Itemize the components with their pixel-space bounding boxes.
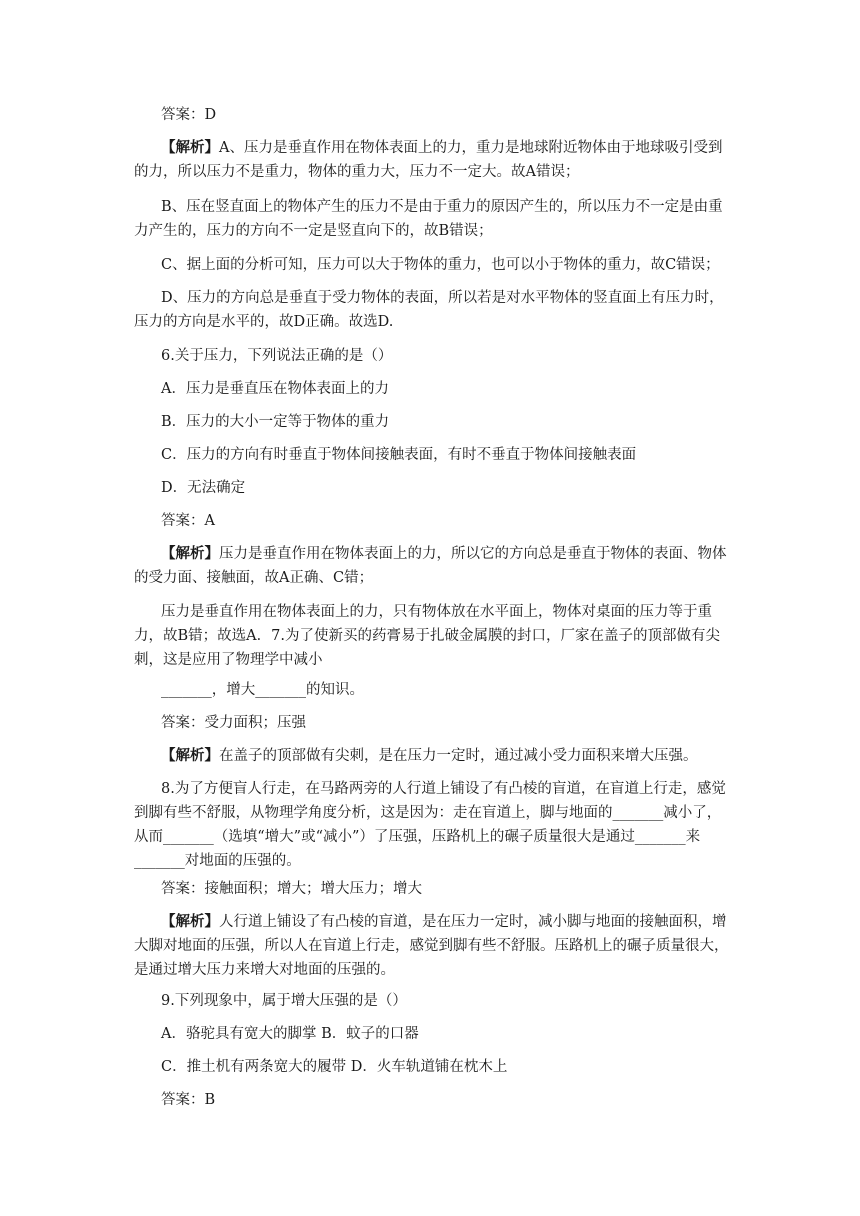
q6-analysis — [134, 542, 734, 590]
q8-analysis — [134, 910, 734, 982]
q7-answer: 答案：受力面积；压强 — [161, 715, 306, 731]
question-6: 6.关于压力，下列说法正确的是（） — [161, 348, 393, 364]
analysis-label: 【解析】 — [161, 913, 219, 930]
q6-option-c: C．压力的方向有时垂直于物体间接触表面，有时不垂直于物体间接触表面 — [161, 447, 637, 463]
question-8: 8.为了方便盲人行走，在马路两旁的人行道上铺设了有凸棱的盲道，在盲道上行走，感觉到脚有些不舒服，从物理学角度分析，这是因为：走在盲道上，脚与地面的_______减小了，从而_______（选填“增大”或“减小”）了压强，压路机上的碾子质量很大是通过_______来_______对地面的压强的。 — [134, 781, 726, 869]
analysis-label: 【解析】 — [161, 545, 219, 562]
q9-options-ab: A．骆驼具有宽大的脚掌 B．蚊子的口器 — [161, 1026, 419, 1042]
q6-analysis-2-and-question-7: 压力是垂直作用在物体表面上的力，只有物体放在水平面上，物体对桌面的压力等于重力，故B错；故选A．7.为了使新买的药膏易于扎破金属膜的封口，厂家在盖子的顶部做有尖刺，这是应用了物理学中减小 — [134, 604, 720, 668]
analysis-paragraph — [134, 136, 734, 184]
q7-blanks: _______，增大_______的知识。 — [161, 682, 364, 698]
q8-answer: 答案：接触面积；增大；增大压力；增大 — [161, 881, 422, 897]
q9-answer: 答案：B — [161, 1092, 216, 1108]
q6-answer: 答案：A — [161, 513, 215, 529]
option-d-analysis: D、压力的方向总是垂直于受力物体的表面，所以若是对水平物体的竖直面上有压力时，压力的方向是水平的，故D正确。故选D. — [134, 290, 724, 330]
q7-analysis — [134, 744, 734, 768]
q6-option-b: B．压力的大小一定等于物体的重力 — [161, 414, 390, 430]
analysis-text: 压力是垂直作用在物体表面上的力，所以它的方向总是垂直于物体的表面、物体的受力面、接触面，故A正确、C错； — [134, 546, 727, 586]
analysis-label: 【解析】 — [161, 139, 219, 156]
option-c-analysis: C、据上面的分析可知，压力可以大于物体的重力，也可以小于物体的重力，故C错误； — [161, 257, 720, 273]
analysis-text: 人行道上铺设了有凸棱的盲道，是在压力一定时，减小脚与地面的接触面积，增大脚对地面的压强，所以人在盲道上行走，感觉到脚有些不舒服。压路机上的碾子质量很大，是通过增大压力来增大对地面的压强的。 — [134, 914, 729, 978]
q9-options-cd: C．推土机有两条宽大的履带 D．火车轨道铺在枕木上 — [161, 1059, 508, 1075]
analysis-text: 在盖子的顶部做有尖刺，是在压力一定时，通过减小受力面积来增大压强。 — [219, 748, 698, 764]
q6-option-a: A．压力是垂直压在物体表面上的力 — [161, 381, 389, 397]
q6-option-d: D．无法确定 — [161, 480, 246, 496]
answer-line: 答案：D — [161, 107, 217, 123]
question-9: 9.下列现象中，属于增大压强的是（） — [161, 993, 407, 1009]
analysis-label: 【解析】 — [161, 747, 219, 764]
analysis-text: A、压力是垂直作用在物体表面上的力，重力是地球附近物体由于地球吸引受到的力，所以压力不是重力，物体的重力大，压力不一定大。故A错误； — [134, 140, 723, 180]
option-b-analysis: B、压在竖直面上的物体产生的压力不是由于重力的原因产生的，所以压力不一定是由重力产生的，压力的方向不一定是竖直向下的，故B错误； — [134, 199, 723, 239]
